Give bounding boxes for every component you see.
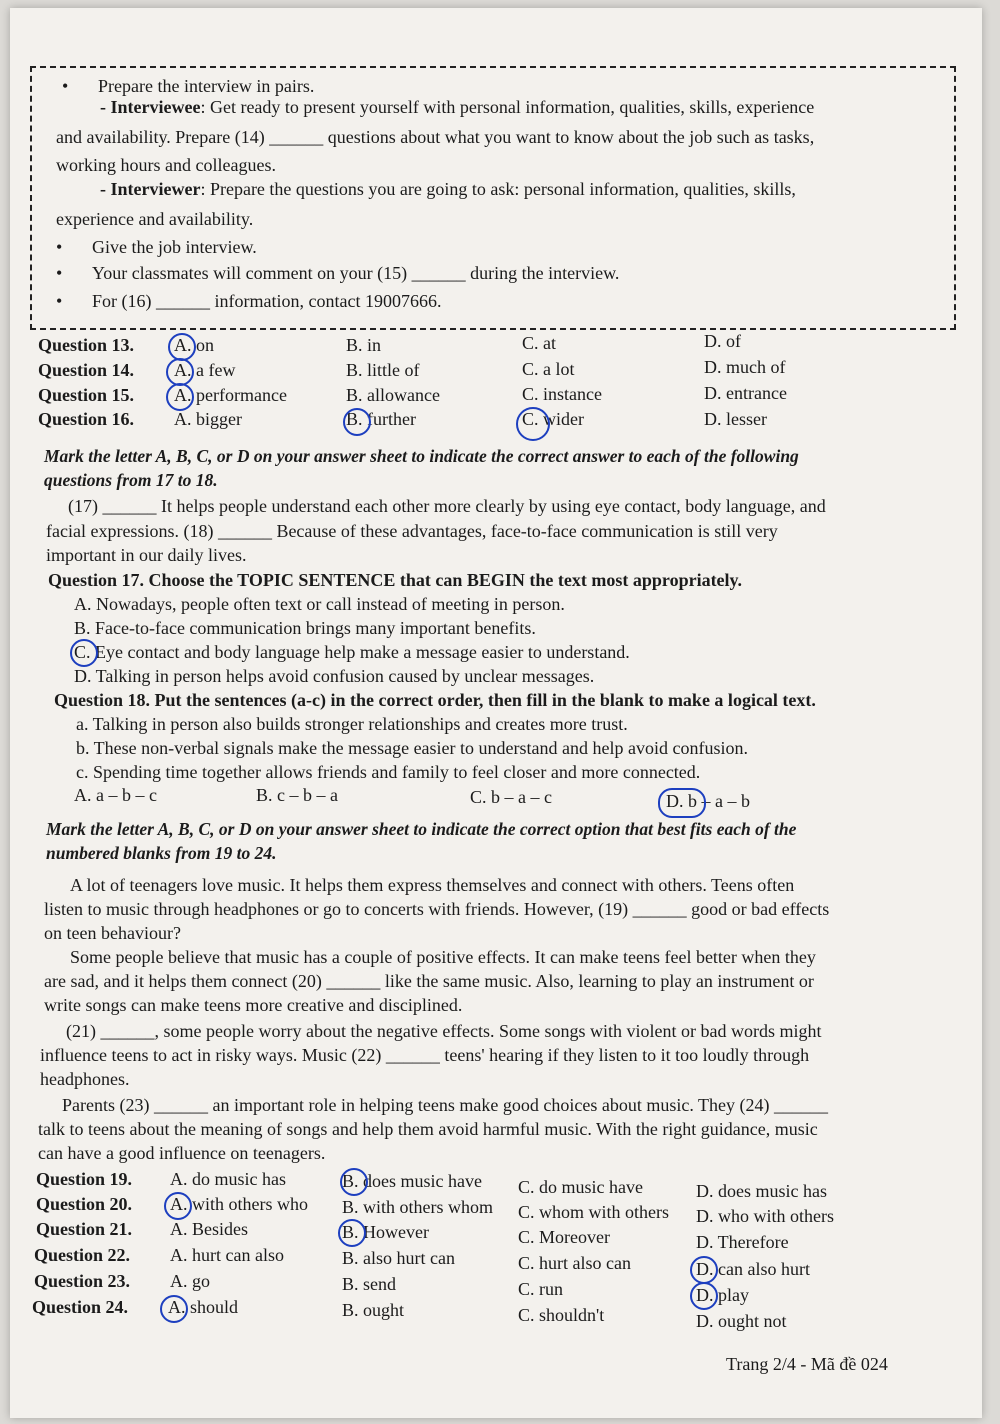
- interviewee-text: : Get ready to present yourself with personal information, qualities, skills, experience: [200, 97, 815, 117]
- passage-19-p2-line-1: Some people believe that music has a couple of positive effects. It can make teens feel better when they: [70, 947, 816, 967]
- q13-option-c: C. at: [522, 333, 556, 353]
- q16-option-d: D. lesser: [704, 409, 767, 429]
- instruction-19-24-line-1: Mark the letter A, B, C, or D on your answer sheet to indicate the correct option that best fits each of the: [46, 819, 797, 839]
- passage-19-p2-line-3: write songs can make teens more creative and disciplined.: [44, 995, 463, 1015]
- q22-option-d: D. can also hurt: [696, 1259, 810, 1279]
- interviewer-line-2: experience and availability.: [56, 209, 254, 229]
- q24-option-d: D. ought not: [696, 1311, 787, 1331]
- q18-sentence-a: a. Talking in person also builds stronger relationships and creates more trust.: [76, 714, 628, 734]
- passage-19-p1-line-1: A lot of teenagers love music. It helps them express themselves and connect with others. Teens often: [70, 875, 795, 895]
- instruction-19-24-line-2: numbered blanks from 19 to 24.: [46, 843, 277, 863]
- answer-mark-circle: [338, 1219, 366, 1247]
- q20-label: Question 20.: [36, 1194, 133, 1214]
- q22-label: Question 22.: [34, 1245, 131, 1265]
- q18-option-a: A. a – b – c: [74, 785, 157, 805]
- interviewee-line-1: [100, 96, 814, 118]
- instruction-17-18-line-2: questions from 17 to 18.: [44, 470, 218, 490]
- passage-19-p4-line-1: Parents (23) ______ an important role in helping teens make good choices about music. They (24) ______: [62, 1095, 829, 1115]
- passage-17-line-3: important in our daily lives.: [46, 545, 247, 565]
- passage-19-p3-line-3: headphones.: [40, 1069, 130, 1089]
- instruction-17-18-line-1: Mark the letter A, B, C, or D on your answer sheet to indicate the correct answer to each of the following: [44, 446, 799, 466]
- q19-option-b: B. does music have: [342, 1171, 482, 1191]
- answer-mark-circle: [160, 1295, 188, 1323]
- q18-option-c: C. b – a – c: [470, 787, 552, 807]
- passage-19-p4-line-3: can have a good influence on teenagers.: [38, 1143, 326, 1163]
- q20-option-a: A. with others who: [170, 1194, 308, 1214]
- q14-label: Question 14.: [38, 360, 135, 380]
- q19-label: Question 19.: [36, 1169, 133, 1189]
- answer-mark-circle: [343, 408, 371, 436]
- q16-option-a: A. bigger: [174, 409, 242, 429]
- q21-option-a: A. Besides: [170, 1219, 248, 1239]
- interviewer-line-1: [100, 178, 796, 200]
- answer-mark-circle: [690, 1282, 718, 1310]
- passage-19-p1-line-3: on teen behaviour?: [44, 923, 181, 943]
- answer-mark-circle: [168, 333, 196, 361]
- passage-19-p4-line-2: talk to teens about the meaning of songs and help them avoid harmful music. With the right guidance, music: [38, 1119, 818, 1139]
- q14-option-c: C. a lot: [522, 359, 575, 379]
- q16-label: Question 16.: [38, 409, 135, 429]
- q18-sentence-c: c. Spending time together allows friends and family to feel closer and more connected.: [76, 762, 701, 782]
- q14-option-d: D. much of: [704, 357, 786, 377]
- q16-option-c: C. wider: [522, 409, 584, 429]
- q23-option-d: D. play: [696, 1285, 749, 1305]
- q18-sentence-b: b. These non-verbal signals make the message easier to understand and help avoid confusion.: [76, 738, 748, 758]
- answer-mark-circle: [658, 788, 706, 818]
- q14-option-a: A. a few: [174, 360, 236, 380]
- q22-option-c: C. hurt also can: [518, 1253, 631, 1273]
- bullet-contact: • For (16) ______ information, contact 19007666.: [92, 290, 441, 312]
- q24-option-c: C. shouldn't: [518, 1305, 605, 1325]
- passage-17-line-2: facial expressions. (18) ______ Because of these advantages, face-to-face communication is still very: [46, 521, 778, 541]
- q24-option-a: A. should: [168, 1297, 239, 1317]
- q20-option-d: D. who with others: [696, 1206, 834, 1226]
- question-18-stem: Question 18. Put the sentences (a-c) in the correct order, then fill in the blank to make a logical text.: [54, 690, 816, 710]
- q13-option-d: D. of: [704, 331, 741, 351]
- bullet-prepare: • Prepare the interview in pairs.: [98, 75, 314, 97]
- q16-option-b: B. further: [346, 409, 416, 429]
- q23-option-b: B. send: [342, 1274, 396, 1294]
- passage-19-p2-line-2: are sad, and it helps them connect (20) ______ like the same music. Also, learning to play an instrument or: [44, 971, 814, 991]
- question-17-stem: Question 17. Choose the TOPIC SENTENCE that can BEGIN the text most appropriately.: [48, 570, 743, 590]
- q15-option-a: A. performance: [174, 385, 287, 405]
- q17-option-d: D. Talking in person helps avoid confusion caused by unclear messages.: [74, 666, 595, 686]
- interviewee-line-2: and availability. Prepare (14) ______ questions about what you want to know about the job such as tasks,: [56, 127, 815, 147]
- q19-option-c: C. do music have: [518, 1177, 643, 1197]
- q21-option-c: C. Moreover: [518, 1227, 610, 1247]
- q20-option-b: B. with others whom: [342, 1197, 493, 1217]
- q13-option-b: B. in: [346, 335, 382, 355]
- q22-option-b: B. also hurt can: [342, 1248, 455, 1268]
- passage-19-p3-line-1: (21) ______, some people worry about the negative effects. Some songs with violent or bad words might: [66, 1021, 822, 1041]
- q18-option-d: D. b – a – b: [666, 791, 750, 811]
- interviewee-label: - Interviewee: [100, 97, 201, 117]
- q19-option-d: D. does music has: [696, 1181, 827, 1201]
- answer-mark-circle: [70, 639, 98, 667]
- interviewer-text: : Prepare the questions you are going to ask: personal information, qualities, skills,: [200, 179, 796, 199]
- answer-mark-circle: [166, 358, 194, 386]
- q17-option-a: A. Nowadays, people often text or call instead of meeting in person.: [74, 594, 565, 614]
- q15-option-b: B. allowance: [346, 385, 440, 405]
- q22-option-a: A. hurt can also: [170, 1245, 284, 1265]
- q18-option-b: B. c – b – a: [256, 785, 338, 805]
- q15-option-d: D. entrance: [704, 383, 787, 403]
- answer-mark-circle: [516, 407, 550, 441]
- q17-option-c: C. Eye contact and body language help make a message easier to understand.: [74, 642, 630, 662]
- q17-option-b: B. Face-to-face communication brings many important benefits.: [74, 618, 536, 638]
- bullet-comment: • Your classmates will comment on your (15) ______ during the interview.: [92, 262, 619, 284]
- q20-option-c: C. whom with others: [518, 1202, 669, 1222]
- q15-option-c: C. instance: [522, 384, 602, 404]
- q21-label: Question 21.: [36, 1219, 133, 1239]
- q19-option-a: A. do music has: [170, 1169, 286, 1189]
- exam-page: [10, 8, 982, 1418]
- interviewer-label: - Interviewer: [100, 179, 201, 199]
- answer-mark-circle: [340, 1168, 368, 1196]
- answer-mark-circle: [690, 1256, 718, 1284]
- q21-option-b: B. However: [342, 1222, 429, 1242]
- answer-mark-circle: [164, 1192, 192, 1220]
- q13-option-a: A. on: [174, 335, 214, 355]
- q23-option-c: C. run: [518, 1279, 563, 1299]
- q23-option-a: A. go: [170, 1271, 210, 1291]
- q24-option-b: B. ought: [342, 1300, 405, 1320]
- q23-label: Question 23.: [34, 1271, 131, 1291]
- q14-option-b: B. little of: [346, 360, 420, 380]
- interviewee-line-3: working hours and colleagues.: [56, 155, 276, 175]
- answer-mark-circle: [166, 383, 194, 411]
- passage-19-p1-line-2: listen to music through headphones or go to concerts with friends. However, (19) ______ good or bad effects: [44, 899, 830, 919]
- q21-option-d: D. Therefore: [696, 1232, 789, 1252]
- q13-label: Question 13.: [38, 335, 135, 355]
- bullet-give-interview: • Give the job interview.: [92, 236, 257, 258]
- q24-label: Question 24.: [32, 1297, 129, 1317]
- page-footer: Trang 2/4 - Mã đề 024: [726, 1354, 888, 1374]
- passage-17-line-1: (17) ______ It helps people understand each other more clearly by using eye contact, body language, and: [68, 496, 826, 516]
- passage-19-p3-line-2: influence teens to act in risky ways. Music (22) ______ teens' hearing if they listen to it too loudly through: [40, 1045, 810, 1065]
- q15-label: Question 15.: [38, 385, 135, 405]
